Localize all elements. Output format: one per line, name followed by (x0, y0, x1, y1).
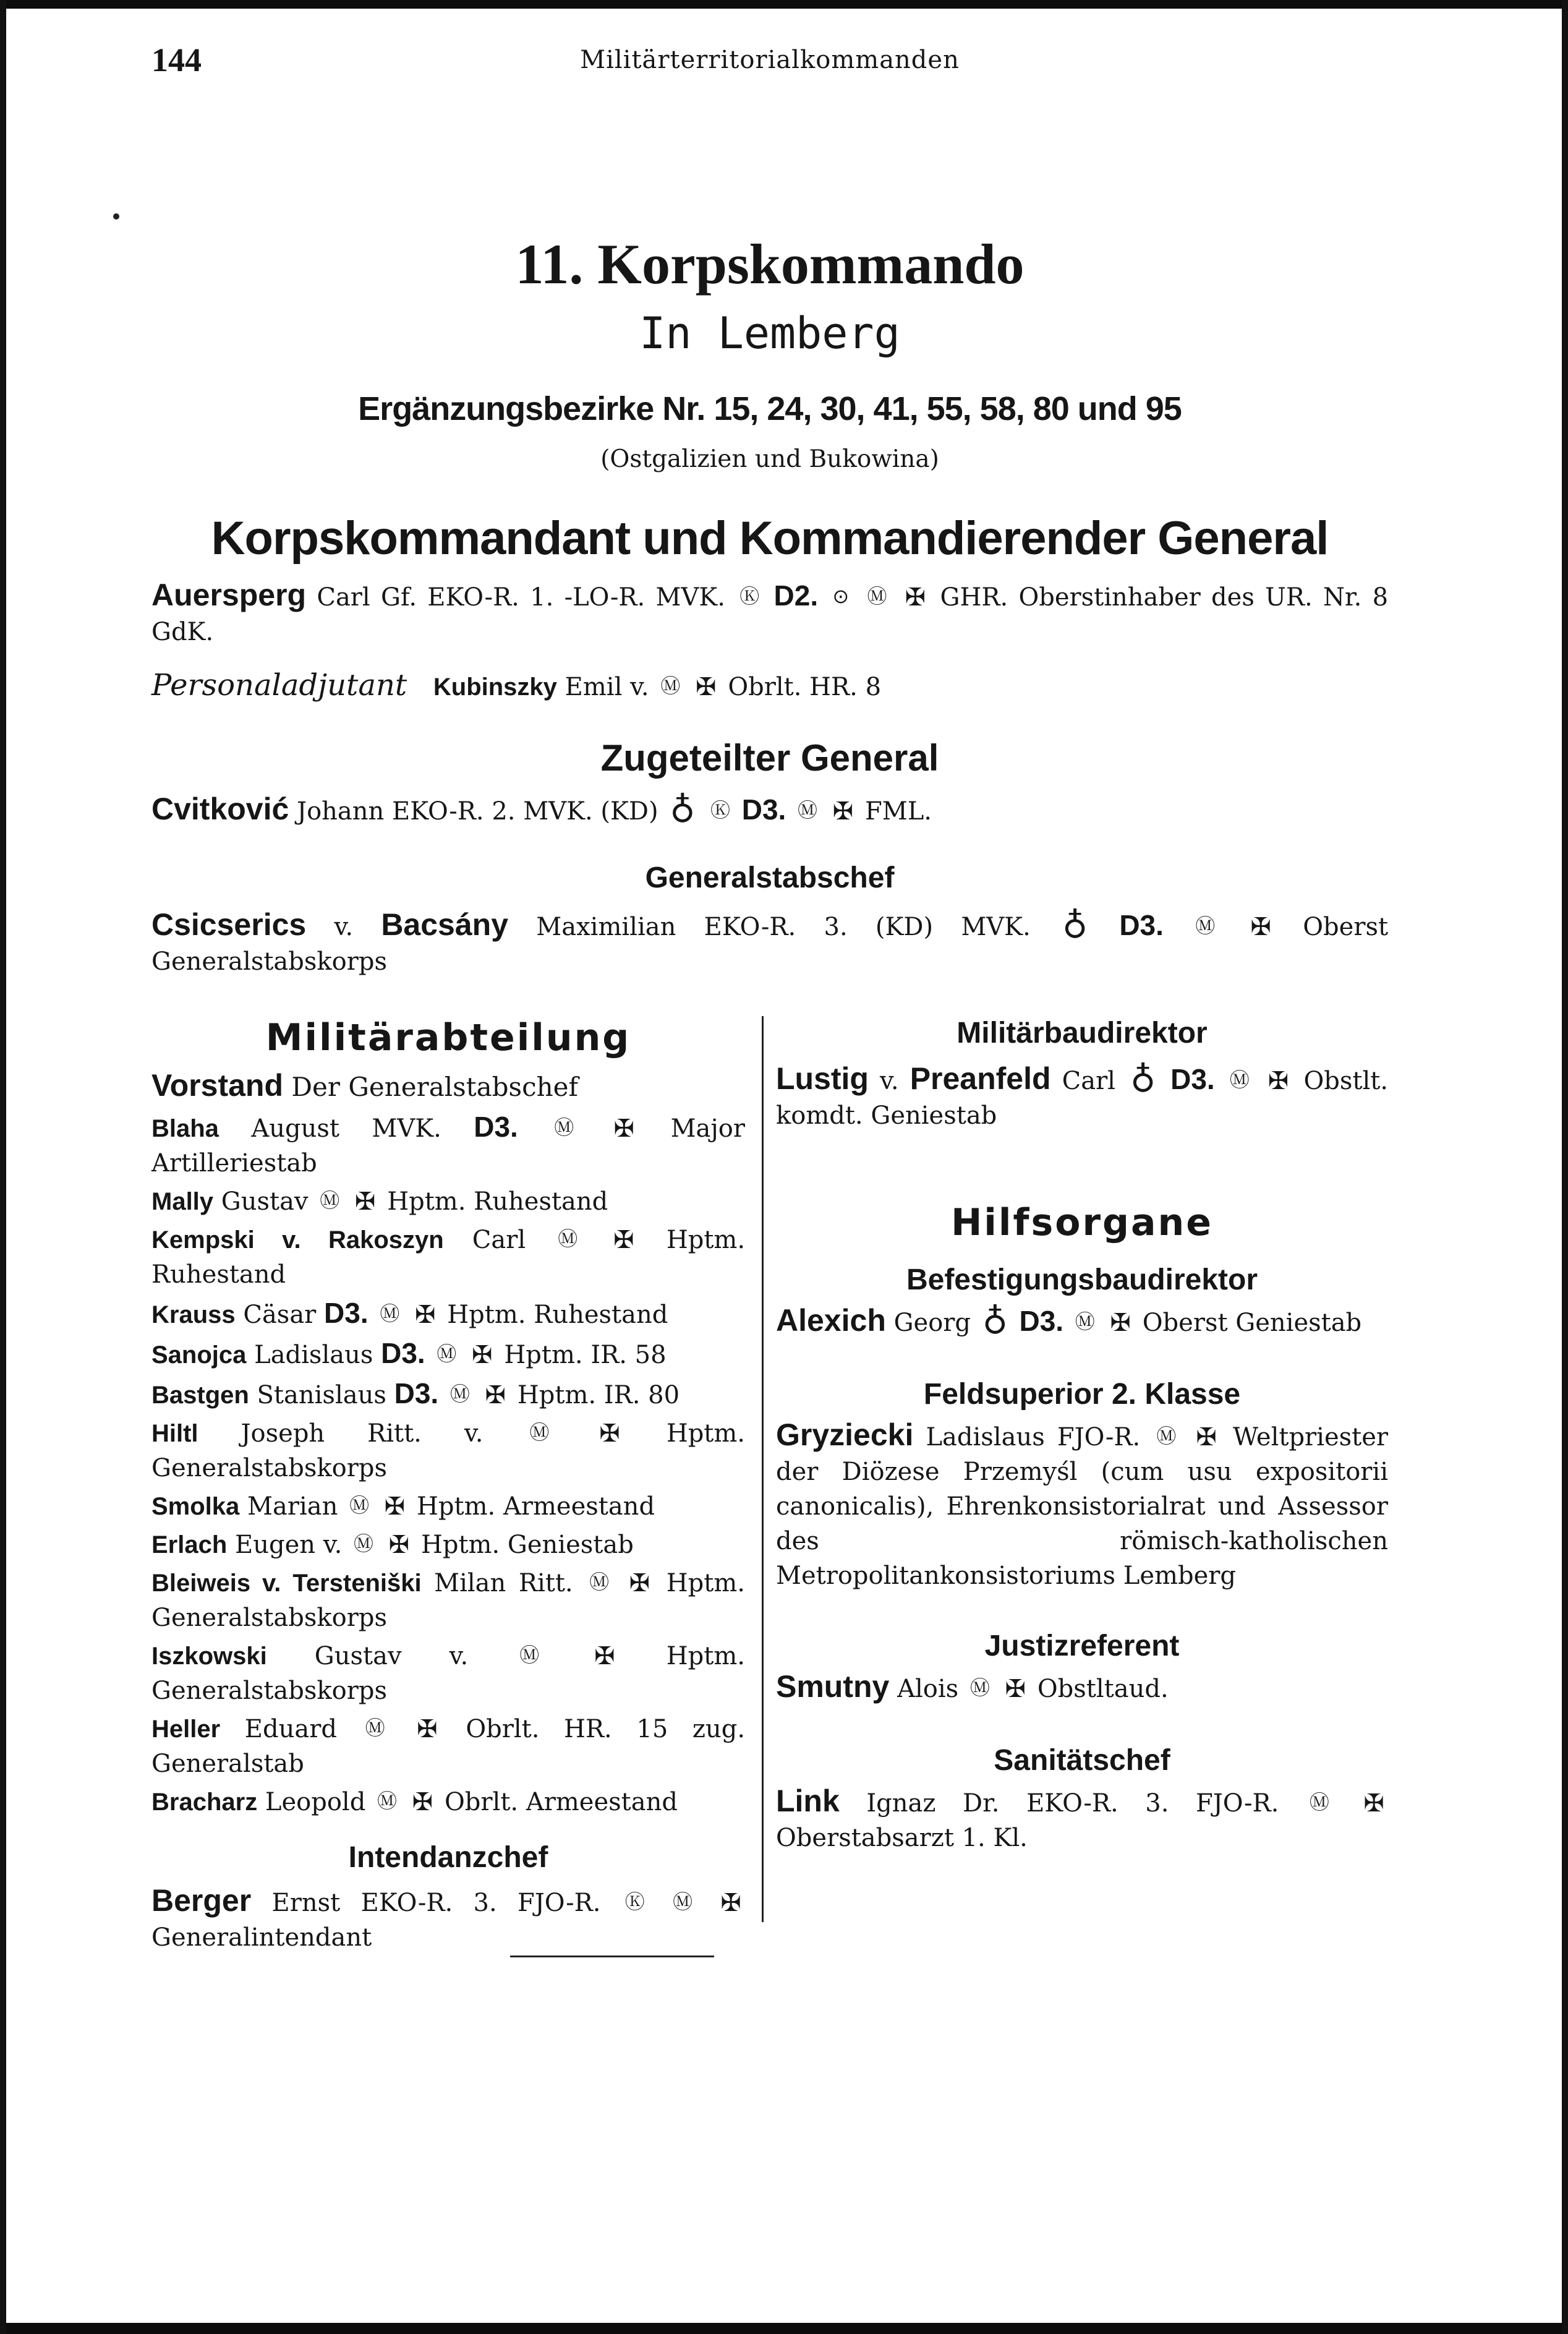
cross-icon: ✠ (696, 673, 717, 701)
medical-first-name: Ignaz Dr. (866, 1789, 1000, 1818)
member-entry (151, 1336, 745, 1372)
cos-name: Csicserics (151, 907, 307, 942)
m-decoration-icon: Ⓜ (798, 798, 818, 822)
member-name: Iszkowski (151, 1643, 267, 1670)
cos-first-name: Maximilian (536, 913, 676, 941)
medical-heading: Sanitätschef (994, 1744, 1170, 1777)
m-decoration-icon: Ⓜ (589, 1570, 610, 1594)
d3-decoration: D3. (1119, 909, 1164, 941)
member-name: Mally (151, 1188, 214, 1215)
member-first-name: August (251, 1114, 339, 1143)
construction-name-2: Preanfeld (910, 1061, 1051, 1096)
member-name: Kempski v. Rakoszyn (151, 1226, 444, 1254)
commander-first-name: Carl (317, 583, 370, 612)
medical-name: Link (776, 1784, 840, 1818)
adjutant-name: Kubinszky (433, 673, 557, 701)
m-decoration-icon: Ⓜ (519, 1643, 540, 1667)
justice-entry (776, 1669, 1388, 1706)
member-name: Krauss (151, 1301, 236, 1328)
member-first-name: Milan Ritt. (434, 1569, 573, 1597)
cross-icon: ✠ (388, 1531, 410, 1559)
assigned-general-entry (151, 792, 1388, 829)
member-entry (151, 1296, 745, 1332)
member-first-name: Carl (472, 1226, 526, 1254)
fort-heading: Befestigungsbaudirektor (906, 1263, 1258, 1296)
assigned-first-name: Johann (297, 797, 385, 826)
vorstand-entry (151, 1067, 745, 1106)
member-text: Hptm. Geniestab (420, 1531, 634, 1559)
m-decoration-icon: Ⓜ (354, 1532, 374, 1555)
construction-entry (776, 1061, 1388, 1133)
m-decoration-icon: Ⓜ (1195, 914, 1216, 938)
m-decoration-icon: Ⓜ (867, 584, 887, 608)
intendant-first-name: Ernst (271, 1889, 341, 1917)
member-name: Heller (151, 1716, 221, 1743)
m-decoration-icon: Ⓜ (450, 1382, 470, 1406)
medal-icon: ♁ (1130, 1060, 1156, 1100)
k-decoration-icon: Ⓚ (624, 1890, 645, 1913)
adjutant-first-name: Emil v. (565, 673, 649, 701)
left-column (151, 1016, 745, 1955)
right-column (776, 1016, 1388, 1855)
member-first-name: Gustav v. (314, 1642, 469, 1670)
member-text: Hptm. IR. 58 (504, 1341, 667, 1369)
adjutant-text: Obrlt. HR. 8 (728, 673, 882, 701)
member-first-name: Eugen v. (235, 1531, 343, 1559)
d3-decoration: D3. (394, 1377, 439, 1409)
scan-edge-right (1562, 0, 1568, 2334)
cross-icon: ✠ (832, 797, 854, 826)
running-head (151, 25, 1388, 93)
fort-first-name: Georg (893, 1309, 971, 1337)
vorstand-label: Vorstand (151, 1068, 283, 1103)
chaplain-heading: Feldsuperior 2. Klasse (923, 1378, 1241, 1411)
member-entry (151, 1376, 745, 1413)
m-decoration-icon: Ⓜ (558, 1227, 578, 1250)
member-text: Hptm. Generalstabskorps (151, 1569, 745, 1632)
corps-location: In Lemberg (639, 308, 900, 359)
member-entry (151, 1528, 745, 1562)
adjutant-label: Personaladjutant (151, 668, 407, 703)
chief-of-staff-entry (151, 907, 1388, 979)
aux-heading: Hilfsorgane (951, 1201, 1213, 1244)
member-name: Bleiweis v. Tersteniški (151, 1570, 422, 1597)
cross-icon: ✠ (599, 1419, 620, 1448)
intendant-text-1: EKO-R. 3. FJO-R. (360, 1889, 601, 1917)
supplement-districts: Ergänzungsbezirke Nr. 15, 24, 30, 41, 55, 58, 80 und 95 (358, 390, 1182, 427)
m-decoration-icon: Ⓜ (320, 1189, 340, 1212)
justice-first-name: Alois (897, 1675, 959, 1703)
construction-name: Lustig (776, 1061, 869, 1096)
member-first-name: Marian (247, 1492, 338, 1521)
cross-icon: ✠ (354, 1187, 376, 1216)
cross-icon: ✠ (613, 1114, 635, 1143)
military-dept-heading: Militärabteilung (265, 1016, 631, 1059)
m-decoration-icon: Ⓜ (969, 1676, 990, 1699)
chaplain-entry (776, 1417, 1388, 1593)
scan-edge-bottom (0, 2323, 1568, 2334)
cos-name-2: Bacsány (381, 907, 509, 942)
intendant-text-2: Generalintendant (151, 1923, 372, 1952)
member-text: Hptm. Ruhestand (387, 1187, 608, 1216)
cross-icon: ✠ (485, 1381, 506, 1409)
vorstand-text: Der Generalstabschef (291, 1072, 579, 1102)
intendant-entry (151, 1883, 745, 1955)
member-first-name: Ladislaus (254, 1341, 373, 1369)
construction-heading: Militärbaudirektor (957, 1017, 1208, 1049)
m-decoration-icon: Ⓜ (1309, 1790, 1329, 1814)
cross-icon: ✠ (1110, 1309, 1131, 1337)
member-entry (151, 1639, 745, 1708)
cos-text-2: Oberst Generalstabskorps (151, 913, 1389, 976)
end-rule (510, 1956, 714, 1957)
cross-icon: ✠ (1005, 1675, 1026, 1703)
medical-text-2: Oberstabsarzt 1. Kl. (776, 1824, 1028, 1852)
chief-of-staff-heading: Generalstabschef (645, 861, 895, 894)
member-text: Major Artilleriestab (151, 1114, 745, 1178)
m-decoration-icon: Ⓜ (365, 1716, 385, 1740)
commander-text-1: Gf. EKO-R. 1. -LO-R. MVK. (380, 583, 725, 612)
member-name: Bracharz (151, 1789, 258, 1816)
cross-icon: ✠ (1250, 913, 1271, 941)
member-text: Hptm. IR. 80 (517, 1381, 680, 1409)
d2-decoration: D2. (773, 579, 819, 612)
m-decoration-icon: Ⓜ (673, 1890, 693, 1913)
assigned-name: Cvitković (151, 792, 289, 826)
member-first-name: Joseph Ritt. v. (241, 1419, 484, 1448)
d3-decoration: D3. (474, 1111, 518, 1143)
fort-text: Oberst Geniestab (1142, 1309, 1362, 1337)
o-decoration-icon: ⊙ (832, 584, 850, 608)
justice-text: Obstltaud. (1037, 1675, 1169, 1703)
commander-section-heading: Korpskommandant und Kommandierender General (211, 512, 1329, 565)
cross-icon: ✠ (905, 583, 926, 612)
fort-name: Alexich (776, 1303, 886, 1338)
member-name: Sanojca (151, 1341, 247, 1369)
member-first-name: Stanislaus (257, 1381, 386, 1409)
m-decoration-icon: Ⓜ (1156, 1424, 1177, 1448)
cross-icon: ✠ (594, 1642, 615, 1670)
d3-decoration: D3. (324, 1297, 369, 1329)
member-first-name: Cäsar (243, 1301, 317, 1329)
d3-decoration: D3. (1019, 1305, 1064, 1337)
cos-text-1: EKO-R. 3. (KD) MVK. (704, 913, 1031, 941)
construction-text: Obstlt. komdt. Geniestab (776, 1067, 1389, 1130)
construction-first-name: Carl (1062, 1067, 1115, 1095)
member-first-name: Eduard (244, 1715, 337, 1743)
cross-icon: ✠ (472, 1341, 493, 1369)
m-decoration-icon: Ⓜ (554, 1116, 574, 1139)
member-text: Hptm. Ruhestand (151, 1226, 746, 1289)
commander-entry (151, 578, 1388, 649)
justice-name: Smutny (776, 1669, 890, 1704)
member-entry (151, 1416, 745, 1485)
m-decoration-icon: Ⓜ (1229, 1068, 1250, 1092)
member-name: Erlach (151, 1531, 228, 1558)
chaplain-text-1: FJO-R. (1057, 1423, 1141, 1451)
column-divider (762, 1016, 764, 1922)
member-text: Hptm. Generalstabskorps (151, 1642, 745, 1705)
cross-icon: ✠ (1268, 1067, 1289, 1095)
cross-icon: ✠ (613, 1226, 634, 1254)
adjutant-entry (151, 668, 1388, 704)
commander-name: Auersperg (151, 578, 307, 612)
commander-text-2: GHR. Oberstinhaber des UR. Nr. 8 GdK. (151, 583, 1389, 646)
chaplain-text-2: Weltpriester der Diözese Przemyśl (cum usu expositorii canonicalis), Ehrenkonsistorialrat und Assessor des römisch-katholischen Metropolitankonsistoriums Lemberg (776, 1423, 1389, 1590)
member-name: Bastgen (151, 1382, 249, 1409)
fort-entry (776, 1303, 1388, 1340)
m-decoration-icon: Ⓜ (529, 1421, 550, 1444)
scan-edge-top (0, 0, 1568, 9)
medal-icon: ♁ (670, 790, 696, 831)
member-text: Hptm. Ruhestand (447, 1301, 668, 1329)
intendant-name: Berger (151, 1883, 252, 1918)
member-text: Hptm. Generalstabskorps (151, 1419, 746, 1482)
member-first-name: Leopold (265, 1788, 366, 1816)
assigned-general-heading: Zugeteilter General (600, 737, 939, 779)
cross-icon: ✠ (412, 1788, 433, 1816)
member-first-name: Gustav (221, 1187, 309, 1216)
cross-icon: ✠ (629, 1569, 650, 1597)
m-decoration-icon: Ⓜ (349, 1494, 370, 1517)
military-dept-list (151, 1109, 745, 1819)
cos-particle: v. (334, 913, 354, 941)
cross-icon: ✠ (1196, 1423, 1217, 1451)
m-decoration-icon: Ⓜ (660, 674, 681, 698)
cross-icon: ✠ (417, 1715, 438, 1743)
medal-icon: ♁ (982, 1302, 1008, 1342)
member-entry (151, 1223, 745, 1292)
member-text: Obrlt. HR. 15 zug. Generalstab (151, 1715, 746, 1778)
two-column-section (151, 1016, 1389, 1952)
member-entry (151, 1566, 745, 1635)
assigned-text-1: EKO-R. 2. MVK. (KD) (392, 797, 658, 826)
m-decoration-icon: Ⓜ (377, 1789, 398, 1813)
chaplain-first-name: Ladislaus (926, 1423, 1045, 1451)
member-name: Hiltl (151, 1420, 198, 1447)
member-entry (151, 1712, 745, 1781)
justice-heading: Justizreferent (984, 1630, 1180, 1662)
page-number: 144 (151, 41, 202, 79)
member-pre-text: MVK. (372, 1114, 441, 1143)
d3-decoration: D3. (1170, 1063, 1215, 1095)
k-decoration-icon: Ⓚ (739, 584, 760, 608)
running-title: Militärterritorialkommanden (580, 46, 960, 74)
member-entry (151, 1785, 745, 1819)
cross-icon: ✠ (415, 1301, 436, 1329)
intendant-heading: Intendanzchef (348, 1841, 548, 1874)
member-text: Obrlt. Armeestand (445, 1788, 678, 1816)
chaplain-name: Gryziecki (776, 1417, 914, 1452)
medical-text-1: EKO-R. 3. FJO-R. (1026, 1789, 1279, 1818)
d3-decoration: D3. (381, 1337, 425, 1369)
corps-title: 11. Korpskommando (515, 233, 1025, 296)
page (151, 25, 1389, 1952)
cross-icon: ✠ (1363, 1789, 1385, 1818)
region-note: (Ostgalizien und Bukowina) (600, 445, 939, 473)
member-entry (151, 1109, 745, 1181)
d3-decoration: D3. (741, 793, 786, 826)
m-decoration-icon: Ⓜ (437, 1342, 457, 1366)
member-name: Smolka (151, 1493, 240, 1520)
cross-icon: ✠ (384, 1492, 406, 1521)
m-decoration-icon: Ⓜ (380, 1302, 400, 1325)
member-entry (151, 1184, 745, 1219)
scan-edge-left (0, 0, 6, 2334)
speck (113, 213, 119, 220)
m-decoration-icon: Ⓜ (1075, 1310, 1095, 1333)
member-text: Hptm. Armeestand (417, 1492, 655, 1521)
member-entry (151, 1489, 745, 1524)
assigned-text-2: FML. (865, 797, 932, 826)
k-decoration-icon: Ⓚ (710, 798, 731, 822)
cross-icon: ✠ (720, 1889, 741, 1917)
construction-particle: v. (880, 1067, 899, 1095)
medal-icon: ♁ (1062, 906, 1088, 946)
member-name: Blaha (151, 1115, 219, 1142)
medical-entry (776, 1784, 1388, 1855)
